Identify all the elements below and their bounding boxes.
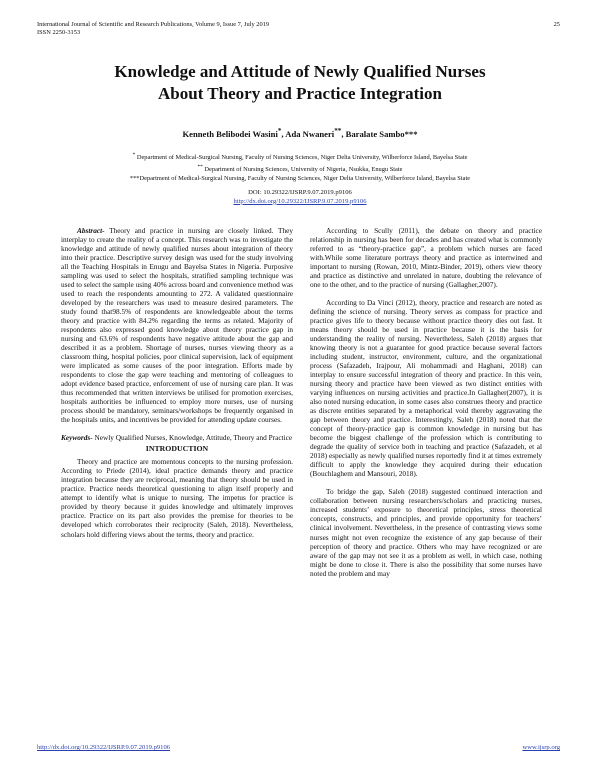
affiliation-2 bbox=[0, 163, 600, 175]
title-line-1: Knowledge and Attitude of Newly Qualified Nurses bbox=[114, 62, 486, 81]
author-1: Kenneth Belibodei Wasini bbox=[182, 128, 278, 139]
footer-site-link[interactable]: www.ijsrp.org bbox=[522, 744, 560, 751]
footer-doi-link[interactable]: http://dx.doi.org/10.29322/IJSRP.9.07.2019.p9106 bbox=[37, 744, 171, 751]
keywords-text: Newly Qualified Nurses, Knowledge, Attitude, Theory and Practice bbox=[92, 433, 293, 443]
author-2-mark: ** bbox=[334, 127, 342, 135]
abstract-text: Theory and practice in nursing are closely linked. They interplay to create the reality of a concept. This research was to investigate the knowledge and attitude of newly qualified nurses about integration of theory into their practice. Descriptive survey design was used for the study involving all the Teaching Hospitals in Enugu and Bayelsa States in Nigeria. Purposive sampling was used to select the hospitals, stratified sampling technique was used to select the sample using 40% across board and convenience method was used to reach the respondents amounting to 272. A validated questionnaire developed by the researchers was used to measure desired parameters. The study found that98.5% of respondents are knowledgeable about the terms theory and practice with 84.2% regarding the terms as related. Majority of respondents also expressed good knowledge about theory practice gap in nursing and 63.6% of respondents have negative attitude about the gap and described it as a problem. Shortage of nurses, nurses viewing theory as a classroom thing, hospital policies, poor clinical supervision, lack of equipment were implicated as some causes of the poor integration. Efforts made by respondents to close the gap were teaching and mentoring of colleagues to adopt evidence based practice, enforcement of use of nursing care plan. It was thus recommended that written interviews be utilised for promotion exercises, hospitals authorities be influenced to employ more nurses, use of nursing process should be mandatory, seminars/workshops be frequently organised in the hospitals units, and incentives be provided for attending update courses. bbox=[61, 226, 293, 425]
body-paragraph-1: According to Scully (2011), the debate on theory and practice relationship in nursing has been for decades and has created what is commonly referred to as “theory-practice gap”, a problem which nurses are faced with.While some literature portrays theory and practice as intertwined and important to nursing (Rowan, 2010, Mintz-Binder, 2019), others view theory and practice as distinctive and unrelated in nature, doubting the relevance of one to the other, and to the practice of nursing (Gallagher,2007). bbox=[310, 226, 542, 290]
author-list bbox=[0, 127, 600, 139]
affiliations bbox=[0, 151, 600, 184]
issn: ISSN 2250-3153 bbox=[37, 29, 81, 37]
introduction-paragraph-1: Theory and practice are momentous concepts to the nursing profession. According to Priede (2014), ideal practice demands theory and practice integration because they are reciprocal, meaning that theory should be used in practice. Practice needs theoretical questioning to align itself properly and attempt to identify what is unique to nursing. The impetus for practice is provided by theory because it guides knowledge and ultimately improves practice. Practice on its part also provides the premise for theories to be developed which corroborates their reciprocity (Saleh, 2018). Nevertheless, scholars hold differing views about the terms, theory and practice. bbox=[61, 457, 293, 539]
doi-block bbox=[0, 189, 600, 206]
affiliation-1 bbox=[0, 151, 600, 163]
title-line-2: About Theory and Practice Integration bbox=[158, 84, 442, 103]
abstract-label: Abstract- bbox=[77, 226, 105, 235]
keywords bbox=[61, 433, 293, 442]
doi-text: DOI: 10.29322/IJSRP.9.07.2019.p9106 bbox=[248, 189, 352, 196]
body-paragraph-2: According to Da Vinci (2012), theory, practice and research are noted as defining the science of nursing. Theory serves as compass for practice and practice gives life to theory because without practice theory dies out fast. It means theory should be used in practice because it is the basis for understanding the reality of nursing. Nevertheless, Saleh (2018) argues that knowing theory is not a guarantee for good practice because several factors including student, instructor, environment, culture, and the organizational process (Safazadeh, Irajpour, Ali mohammadi and Haghani, 2018) can interplay to ensure successful integration of theory and practice. In this vein, nursing theory and practice have been viewed as two distinct entities with varying influences on nursing activities and practice.In Gallagher(2007), it is also noted nursing education, in some cases also construes theory and practice as discrete entities separated by a metaphorical void thereby aggravating the gap between theory and practice. Interestingly, Saleh (2018) noted that the concept of theory-practice gap is common knowledge in nursing but has become the biggest challenge of the profession which is contributing to degrade the quality of service both in teaching and practice (Safazadeh, et al 2018) especially as newly qualified nurses reportedly find it at times extremely difficult to apply the knowledge they acquired during their education (Bouchlaghem and Mansouri, 2018). bbox=[310, 298, 542, 479]
journal-name: International Journal of Scientific and Research Publications, Volume 9, Issue 7, July 2019 bbox=[37, 21, 270, 28]
right-column bbox=[310, 226, 542, 578]
affiliation-3-mark: *** bbox=[129, 175, 140, 183]
affiliation-3-text: Department of Medical-Surgical Nursing, Faculty of Nursing Sciences, Niger Delta University, Wilberforce Island, Bayelsa State bbox=[139, 175, 471, 183]
affiliation-1-text: Department of Medical-Surgical Nursing, Faculty of Nursing Sciences, Niger Delta University, Wilberforce Island, Bayelsa State bbox=[135, 154, 468, 162]
paper-title bbox=[0, 61, 600, 105]
running-header bbox=[37, 21, 269, 38]
affiliation-1-mark: * bbox=[132, 152, 136, 158]
affiliation-2-mark: ** bbox=[197, 163, 203, 170]
page-number: 25 bbox=[553, 21, 560, 28]
left-column bbox=[61, 226, 293, 539]
introduction-heading: INTRODUCTION bbox=[145, 444, 209, 454]
author-1-mark: * bbox=[277, 127, 282, 135]
body-paragraph-3: To bridge the gap, Saleh (2018) suggested continued interaction and collaboration between nursing researchers/scholars and practicing nurses, increased students’ exposure to theoretical principles, stress theoretical concepts, constructs, and principles, and provide opportunity for teachers’ clinical involvement. Nevertheless, in the presence of contrasting views some nurses might not even recognize the existence of any gap because of their perception of theory and practice. Others who may have recognized or are aware of the gap may not see it as a problem as well, in which case, nothing might be done to close it. There is also the possibility that some nurses have noted the problem and may bbox=[310, 487, 542, 578]
author-3: , Baralate Sambo*** bbox=[341, 128, 418, 139]
abstract bbox=[61, 226, 293, 424]
keywords-label: Keywords- bbox=[61, 433, 93, 443]
author-2: , Ada Nwaneri bbox=[281, 128, 335, 139]
affiliation-2-text: Department of Nursing Sciences, University of Nigeria, Nsukka, Enugu State bbox=[202, 165, 403, 173]
affiliation-3 bbox=[0, 174, 600, 184]
doi-link[interactable]: http://dx.doi.org/10.29322/IJSRP.9.07.2019.p9106 bbox=[233, 197, 367, 205]
